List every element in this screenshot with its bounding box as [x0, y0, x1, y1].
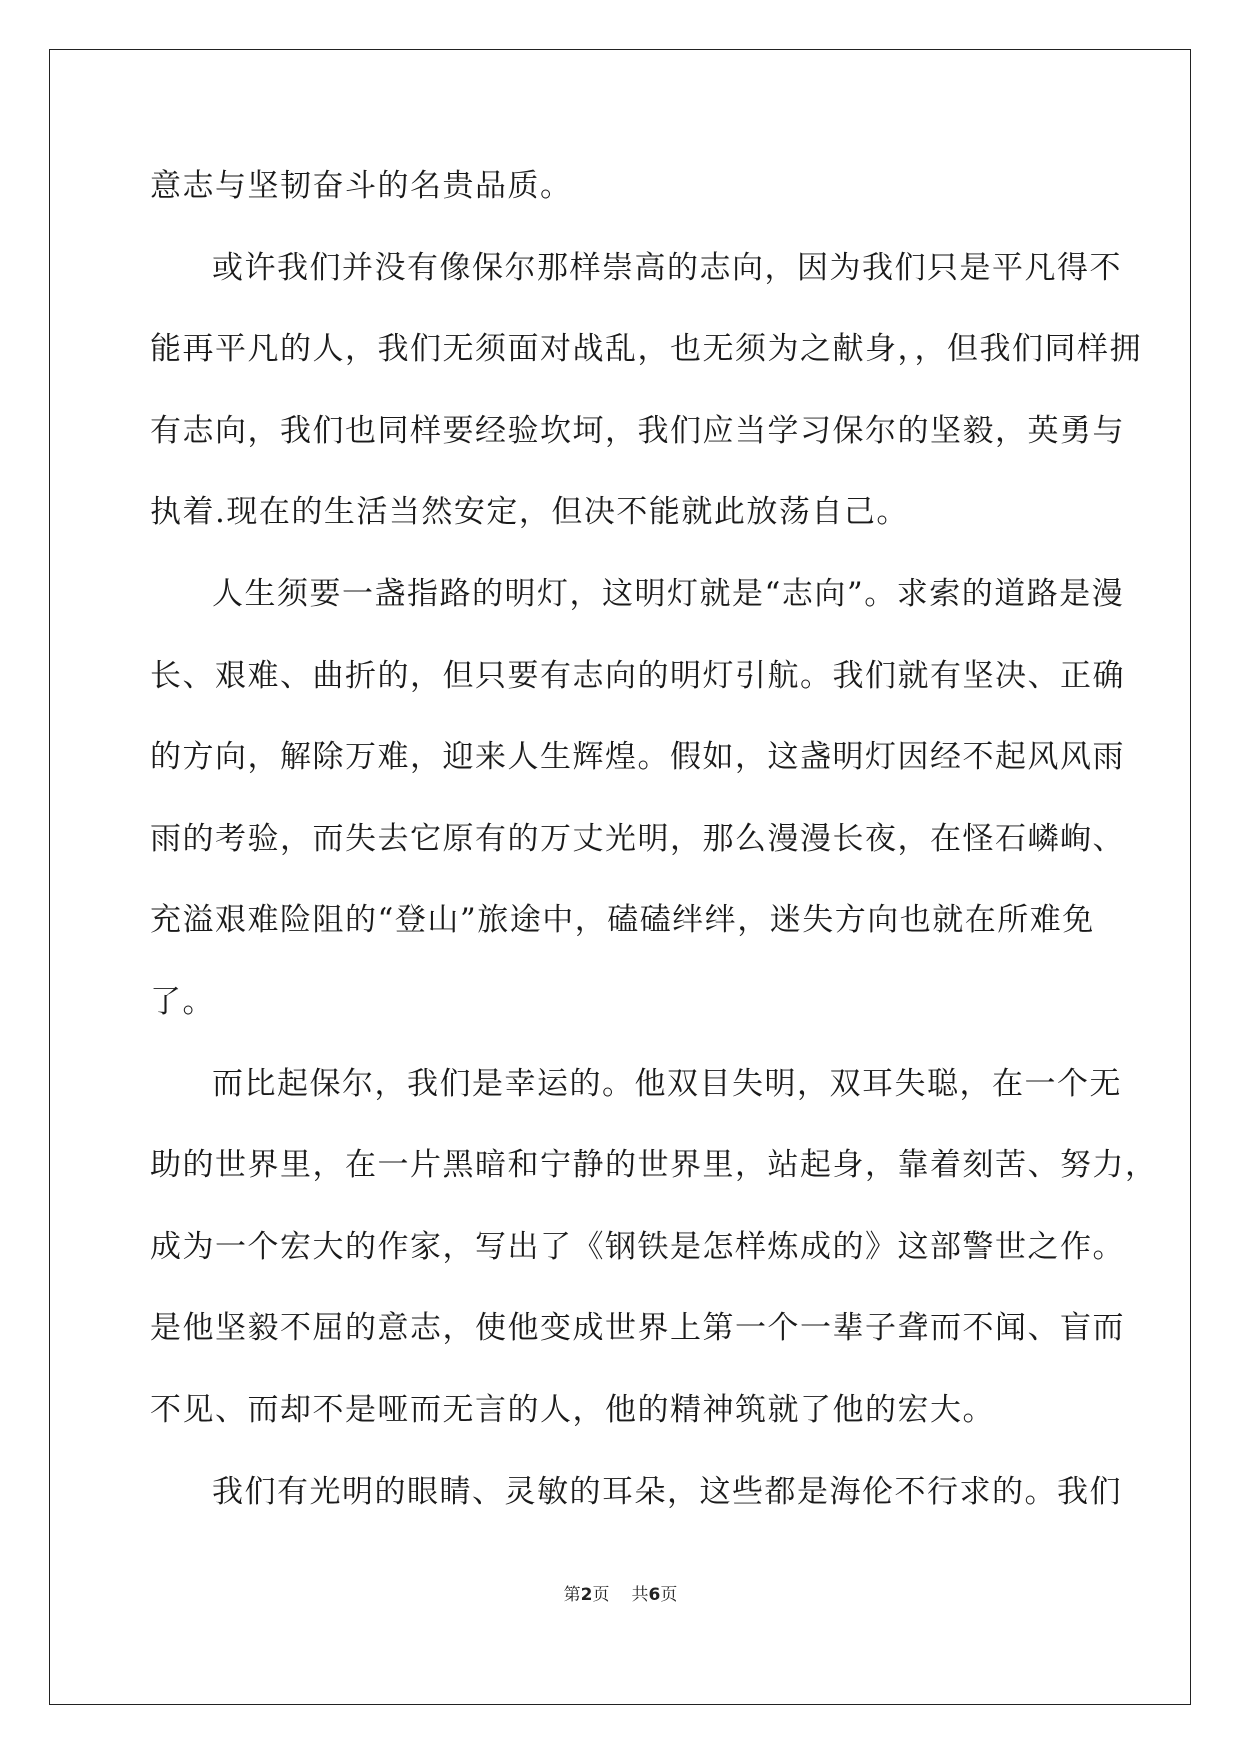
- text-line: 我们有光明的眼睛、灵敏的耳朵，这些都是海伦不行求的。我们: [212, 1473, 1122, 1510]
- document-body: [150, 146, 1158, 1533]
- text-line: 雨的考验，而失去它原有的万丈光明，那么漫漫长夜，在怪石嶙峋、: [150, 820, 1125, 857]
- text-line: 了。: [150, 983, 215, 1020]
- text-line: 的方向，解除万难，迎来人生辉煌。假如，这盏明灯因经不起风风雨: [150, 739, 1125, 776]
- text-line: 人生须要一盏指路的明灯，这明灯就是“志向”。求索的道路是漫: [212, 575, 1125, 612]
- text-line: 或许我们并没有像保尔那样崇高的志向，因为我们只是平凡得不: [212, 249, 1122, 286]
- text-line: 意志与坚韧奋斗的名贵品质。: [150, 168, 573, 204]
- text-line: 有志向，我们也同样要经验坎坷，我们应当学习保尔的坚毅，英勇与: [150, 412, 1125, 449]
- page-footer: [0, 1585, 1241, 1605]
- text-line: 执着.现在的生活当然安定，但决不能就此放荡自己。: [150, 494, 909, 531]
- text-line: 而比起保尔，我们是幸运的。他双目失明，双耳失聪，在一个无: [212, 1065, 1122, 1102]
- page-number: 2: [580, 1585, 593, 1605]
- total-pages: 6: [648, 1585, 661, 1605]
- text-line: 能再平凡的人，我们无须面对战乱，也无须为之献身，，但我们同样拥: [150, 331, 1142, 368]
- total-prefix: 共: [631, 1585, 649, 1605]
- total-suffix: 页: [660, 1585, 678, 1605]
- page-prefix: 第: [563, 1585, 581, 1605]
- text-line: 是他坚毅不屈的意志，使他变成世界上第一个一辈子聋而不闻、盲而: [150, 1310, 1125, 1347]
- page-suffix: 页: [592, 1585, 610, 1605]
- text-line: 助的世界里，在一片黑暗和宁静的世界里，站起身，靠着刻苦、努力，: [150, 1147, 1158, 1184]
- text-line: 成为一个宏大的作家，写出了《钢铁是怎样炼成的》这部警世之作。: [150, 1228, 1125, 1265]
- text-line: 充溢艰难险阻的“登山”旅途中，磕磕绊绊，迷失方向也就在所难免: [150, 902, 1095, 939]
- text-line: 不见、而却不是哑而无言的人，他的精神筑就了他的宏大。: [150, 1391, 995, 1428]
- text-line: 长、艰难、曲折的，但只要有志向的明灯引航。我们就有坚决、正确: [150, 657, 1125, 694]
